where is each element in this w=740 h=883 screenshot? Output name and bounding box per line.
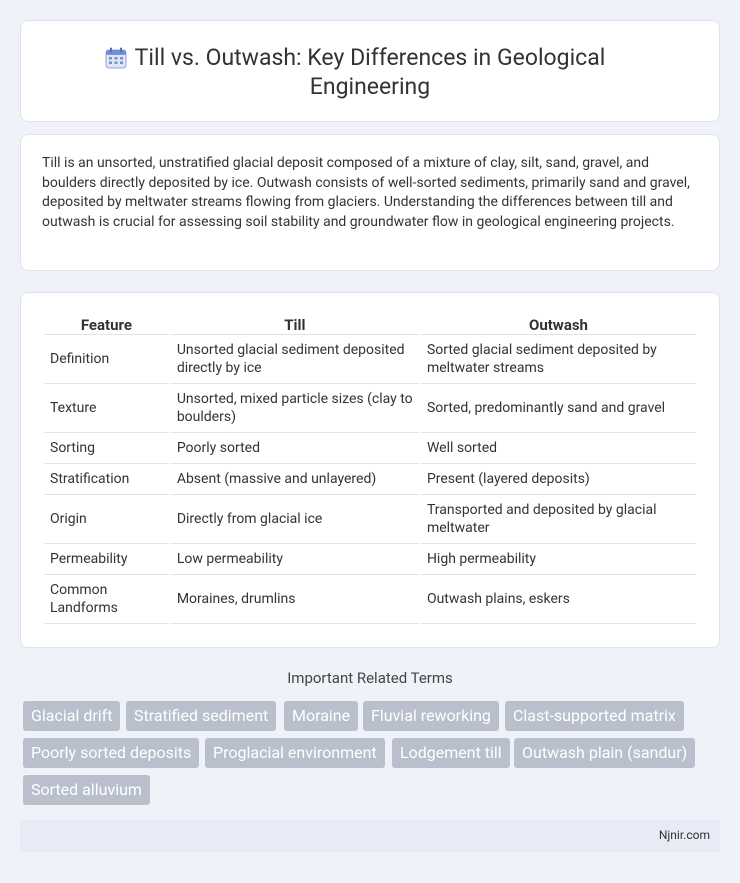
table-cell-outwash: Sorted, predominantly sand and gravel <box>421 384 696 433</box>
intro-paragraph: Till is an unsorted, unstratified glacial deposit composed of a mixture of clay, silt, sand, gravel, and boulders directly deposited by ice. Outwash consists of well-sorted sediments, primarily sand and gravel, deposited by meltwater streams flowing from glaciers. Understanding the differences between till and outwash is crucial for assessing soil stability and groundwater flow in geological engineering projects. <box>42 155 690 230</box>
table-cell-feature: Texture <box>44 384 169 433</box>
table-cell-feature: Permeability <box>44 544 169 575</box>
table-cell-outwash: Transported and deposited by glacial meltwater <box>421 495 696 544</box>
title-card <box>20 20 720 122</box>
table-cell-outwash: Sorted glacial sediment deposited by meltwater streams <box>421 335 696 384</box>
table-cell-till: Moraines, drumlins <box>171 575 419 624</box>
page-title-line2: Engineering <box>309 73 431 100</box>
table-cell-feature: Definition <box>44 335 169 384</box>
table-row <box>44 464 696 495</box>
page-title-line1: Till vs. Outwash: Key Differences in Geological <box>134 44 606 71</box>
tag-sorted-alluvium[interactable]: Sorted alluvium <box>23 775 150 805</box>
table-cell-outwash: High permeability <box>421 544 696 575</box>
footer <box>20 820 720 852</box>
table-cell-feature: Origin <box>44 495 169 544</box>
header-feature: Feature <box>44 315 169 335</box>
page-title <box>135 43 606 101</box>
table-row <box>44 384 696 433</box>
table-row <box>44 433 696 464</box>
table-cell-feature: Common Landforms <box>44 575 169 624</box>
tag-clast-supported-matrix[interactable]: Clast-supported matrix <box>505 701 684 731</box>
table-cell-till: Absent (massive and unlayered) <box>171 464 419 495</box>
intro-card <box>20 134 720 271</box>
table-cell-till: Unsorted, mixed particle sizes (clay to boulders) <box>171 384 419 433</box>
table-cell-outwash: Outwash plains, eskers <box>421 575 696 624</box>
tag-moraine[interactable]: Moraine <box>284 701 358 731</box>
header-outwash: Outwash <box>421 315 696 335</box>
table-cell-feature: Stratification <box>44 464 169 495</box>
table-cell-till: Poorly sorted <box>171 433 419 464</box>
comparison-table-card <box>20 292 720 648</box>
table-cell-outwash: Well sorted <box>421 433 696 464</box>
header-till: Till <box>171 315 419 335</box>
tag-glacial-drift[interactable]: Glacial drift <box>23 701 120 731</box>
table-row <box>44 335 696 384</box>
comparison-table <box>42 315 698 624</box>
table-cell-feature: Sorting <box>44 433 169 464</box>
tag-proglacial-environment[interactable]: Proglacial environment <box>205 738 385 768</box>
table-row <box>44 544 696 575</box>
tag-stratified-sediment[interactable]: Stratified sediment <box>126 701 276 731</box>
table-cell-till: Low permeability <box>171 544 419 575</box>
table-cell-outwash: Present (layered deposits) <box>421 464 696 495</box>
table-cell-till: Unsorted glacial sediment deposited directly by ice <box>171 335 419 384</box>
tag-fluvial-reworking[interactable]: Fluvial reworking <box>363 701 499 731</box>
table-header-row <box>44 315 696 335</box>
table-cell-till: Directly from glacial ice <box>171 495 419 544</box>
table-row <box>44 495 696 544</box>
tag-poorly-sorted-deposits[interactable]: Poorly sorted deposits <box>23 738 199 768</box>
tag-lodgement-till[interactable]: Lodgement till <box>392 738 510 768</box>
related-terms-title: Important Related Terms <box>287 669 453 687</box>
footer-site-link[interactable]: Njnir.com <box>658 828 710 842</box>
tag-outwash-plain-sandur[interactable]: Outwash plain (sandur) <box>514 738 695 768</box>
table-row <box>44 575 696 624</box>
